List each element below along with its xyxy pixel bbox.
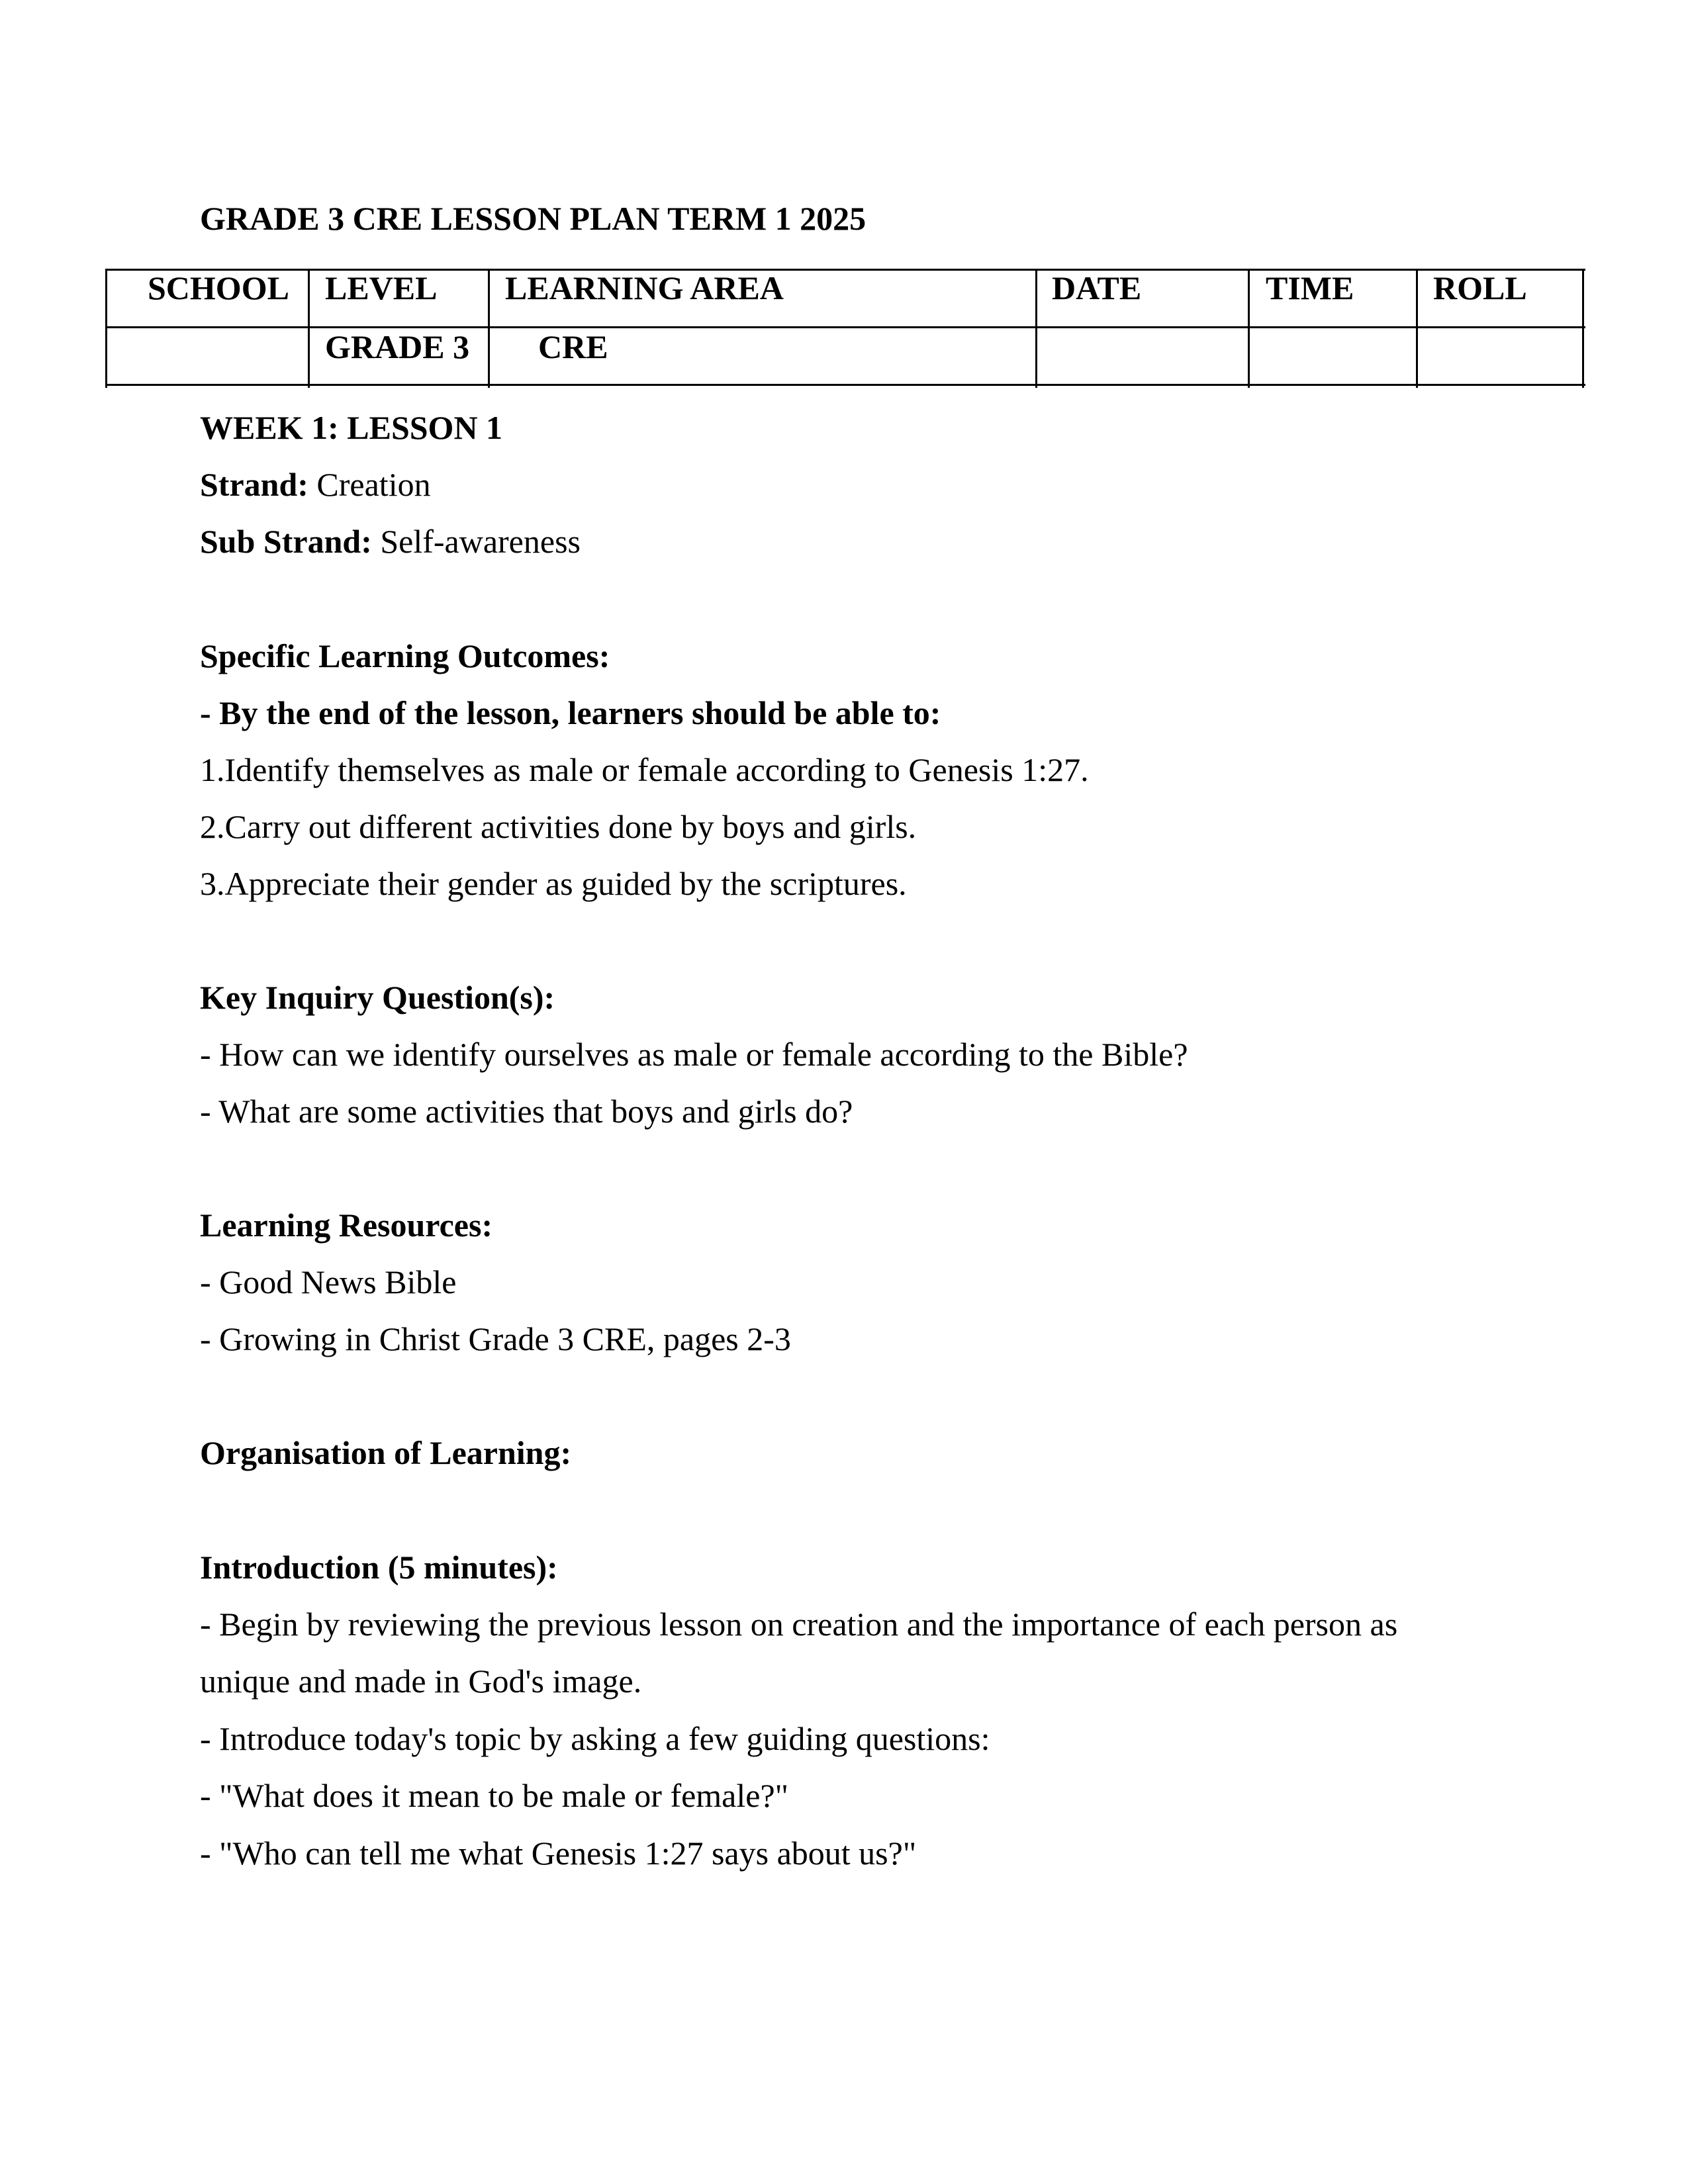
table-header-school: SCHOOL	[148, 269, 289, 306]
table-cell-learning-area: CRE	[538, 328, 608, 365]
sub-strand-label: Sub Strand:	[200, 523, 372, 560]
table-header-date: DATE	[1052, 269, 1142, 306]
outcome-item: 2.Carry out different activities done by boys and girls.	[200, 808, 917, 845]
table-header-level: LEVEL	[325, 269, 438, 306]
outcome-item: 3.Appreciate their gender as guided by the scriptures.	[200, 865, 907, 902]
table-border-bottom	[105, 384, 1585, 386]
introduction-line: - "What does it mean to be male or female?"	[200, 1777, 789, 1814]
resource-item: - Growing in Christ Grade 3 CRE, pages 2-3	[200, 1320, 791, 1357]
specific-outcomes-intro: - By the end of the lesson, learners should be able to:	[200, 694, 941, 731]
strand-line	[200, 456, 431, 513]
table-header-time: TIME	[1266, 269, 1354, 306]
organisation-heading: Organisation of Learning:	[200, 1434, 572, 1471]
introduction-line: - Introduce today's topic by asking a few guiding questions:	[200, 1720, 990, 1757]
table-border-left	[105, 269, 107, 388]
table-border-right	[1582, 269, 1584, 388]
resource-item: - Good News Bible	[200, 1263, 457, 1300]
table-col-divider	[1035, 269, 1037, 388]
introduction-heading: Introduction (5 minutes):	[200, 1549, 558, 1586]
table-col-divider	[1416, 269, 1418, 388]
inquiry-question: - How can we identify ourselves as male or female according to the Bible?	[200, 1036, 1188, 1073]
learning-resources-heading: Learning Resources:	[200, 1206, 493, 1244]
key-inquiry-heading: Key Inquiry Question(s):	[200, 979, 555, 1016]
strand-label: Strand:	[200, 466, 308, 503]
introduction-line: - Begin by reviewing the previous lesson on creation and the importance of each person as	[200, 1606, 1398, 1643]
table-header-roll: ROLL	[1433, 269, 1527, 306]
strand-value: Creation	[308, 466, 431, 503]
table-cell-level: GRADE 3	[325, 328, 470, 365]
lesson-heading: WEEK 1: LESSON 1	[200, 409, 503, 446]
table-col-divider	[308, 269, 310, 388]
sub-strand-line	[200, 513, 581, 570]
table-col-divider	[1248, 269, 1250, 388]
table-header-learning-area: LEARNING AREA	[505, 269, 784, 306]
introduction-line: unique and made in God's image.	[200, 1662, 642, 1700]
document-title: GRADE 3 CRE LESSON PLAN TERM 1 2025	[200, 200, 867, 237]
specific-outcomes-heading: Specific Learning Outcomes:	[200, 637, 610, 674]
outcome-item: 1.Identify themselves as male or female according to Genesis 1:27.	[200, 751, 1089, 788]
sub-strand-value: Self-awareness	[371, 523, 581, 560]
introduction-line: - "Who can tell me what Genesis 1:27 says about us?"	[200, 1835, 917, 1872]
table-col-divider	[488, 269, 490, 388]
inquiry-question: - What are some activities that boys and girls do?	[200, 1093, 853, 1130]
